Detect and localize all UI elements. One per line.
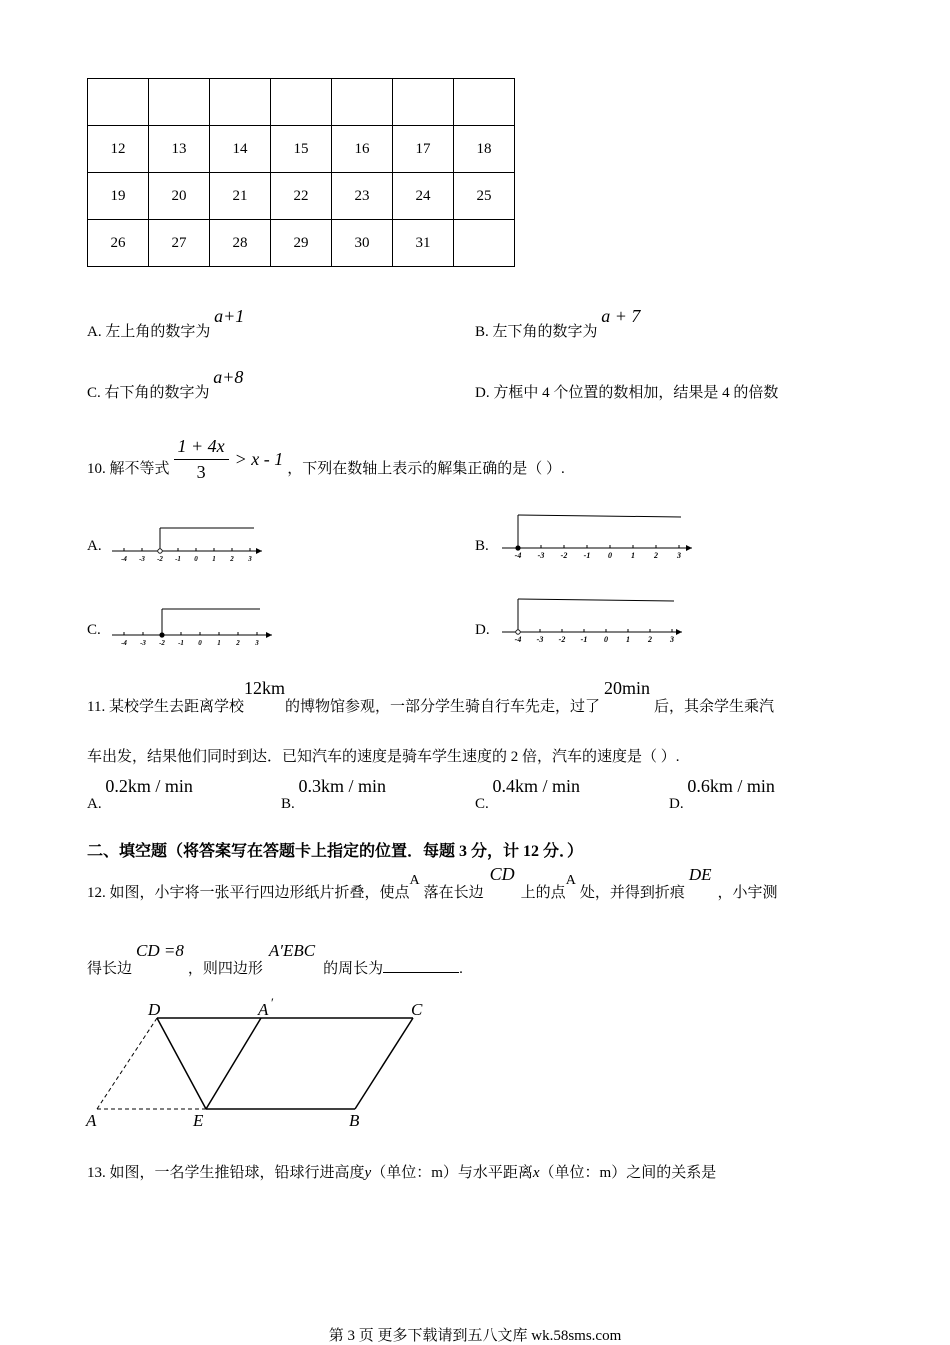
label-b: B [349, 1111, 360, 1130]
q11-option-d [669, 776, 775, 812]
number-line-c [110, 599, 280, 649]
q11-option-a-value: 0.2km / min [105, 776, 193, 796]
parallelogram-figure [80, 995, 440, 1135]
solution-ray [518, 599, 674, 601]
tick-label: 1 [212, 555, 216, 563]
calendar-cell: 20 [149, 173, 210, 220]
tick-label: -2 [558, 635, 566, 644]
tick-label: -1 [580, 635, 588, 644]
calendar-cell [88, 79, 149, 126]
q9-option-c [87, 367, 244, 402]
q11-line2: 车出发，结果他们同时到达．已知汽车的速度是骑车学生速度的 2 倍，汽车的速度是（ ）. [87, 749, 680, 765]
q12-point-a: A [409, 873, 420, 888]
tick-label: -3 [139, 555, 145, 563]
q11-option-d-value: 0.6km / min [687, 776, 775, 796]
q11-distance: 12km [243, 678, 285, 698]
calendar-cell: 26 [88, 220, 149, 267]
calendar-cell [454, 79, 515, 126]
q10-option-d-label: D. [475, 622, 490, 638]
q13-text-b: （单位：m）与水平距离 [371, 1165, 533, 1181]
tick-label: -1 [178, 639, 184, 647]
q10-option-c-label: C. [87, 622, 101, 638]
q9-option-d: D. 方框中 4 个位置的数相加，结果是 4 的倍数 [475, 385, 779, 401]
q12-line1 [87, 864, 778, 904]
tick-label: 0 [194, 555, 198, 563]
boundary-point [160, 633, 164, 637]
tick-label: 2 [236, 639, 240, 647]
q11-option-c-label: C. [475, 796, 489, 812]
tick-label: 3 [670, 635, 674, 644]
q9-option-b-label: B. 左下角的数字为 [475, 324, 598, 340]
q9-option-c-label: C. 右下角的数字为 [87, 385, 210, 401]
edge-de [157, 1018, 206, 1109]
tick-label: -4 [514, 551, 522, 560]
tick-label: 3 [248, 555, 252, 563]
calendar-cell: 27 [149, 220, 210, 267]
label-prime-mark: ′ [271, 995, 274, 1010]
tick-label: -2 [560, 551, 568, 560]
page-footer: 第 3 页 更多下载请到五八文库 wk.58sms.com [328, 1328, 622, 1344]
edge-ea-prime [206, 1018, 261, 1109]
q9-option-b [475, 306, 641, 341]
q11-option-b-value: 0.3km / min [298, 776, 387, 796]
tick-label: 3 [255, 639, 259, 647]
q11-option-d-label: D. [669, 796, 684, 812]
boundary-point [516, 546, 520, 550]
calendar-cell: 19 [88, 173, 149, 220]
solution-ray [518, 515, 681, 517]
number-line-b [500, 505, 700, 565]
tick-label: -4 [121, 555, 127, 563]
q10-stem [87, 424, 565, 494]
q11-text-a: 11. 某校学生去距离学校 [87, 699, 244, 715]
q12-quad: A′EBC [268, 941, 316, 960]
q9-option-a-label: A. 左上角的数字为 [87, 324, 211, 340]
q12-answer-blank [383, 958, 459, 973]
label-e: E [193, 1111, 204, 1130]
calendar-cell: 12 [88, 126, 149, 173]
tick-label: -3 [537, 551, 545, 560]
q12-text-6: 得长边 [87, 961, 133, 977]
q12-text-2: 落在长边 [423, 885, 484, 901]
label-a: A [86, 1111, 97, 1130]
calendar-cell: 21 [210, 173, 271, 220]
calendar-cell: 24 [393, 173, 454, 220]
calendar-row [88, 79, 515, 126]
calendar-cell: 23 [332, 173, 393, 220]
q11-line1 [87, 678, 774, 718]
tick-label: -3 [140, 639, 146, 647]
calendar-cell: 17 [393, 126, 454, 173]
section-2-title: 二、填空题（将答案写在答题卡上指定的位置．每题 3 分，计 12 分．） [87, 843, 584, 860]
calendar-cell: 25 [454, 173, 515, 220]
label-a-prime: A [258, 1000, 269, 1019]
tick-label: 1 [631, 551, 635, 560]
axis-arrow [256, 548, 262, 554]
edge-da-dashed [97, 1018, 157, 1109]
q13-text-a: 13. 如图，一名学生推铅球，铅球行进高度 [87, 1165, 365, 1181]
q10-frac-den: 3 [196, 461, 206, 482]
tick-label: 3 [677, 551, 681, 560]
q10-prefix: 10. 解不等式 [87, 460, 170, 477]
tick-label: 2 [648, 635, 652, 644]
number-line-a [110, 515, 270, 565]
calendar-cell [332, 79, 393, 126]
q13-var-y: y [364, 1165, 372, 1181]
axis-arrow [266, 632, 272, 638]
q10-frac-num: 1 + 4x [174, 436, 229, 460]
calendar-cell [454, 220, 515, 267]
q9-option-a-math: a+1 [214, 306, 245, 326]
q11-time: 20min [603, 678, 650, 698]
calendar-table [87, 78, 515, 267]
tick-label: 1 [217, 639, 221, 647]
calendar-cell: 18 [454, 126, 515, 173]
tick-label: 0 [608, 551, 612, 560]
tick-label: -1 [175, 555, 181, 563]
label-c: C [411, 1000, 423, 1019]
label-d: D [148, 1000, 161, 1019]
q10-suffix: ，下列在数轴上表示的解集正确的是（ ）. [287, 460, 565, 477]
calendar-cell: 14 [210, 126, 271, 173]
number-line-d [500, 589, 690, 649]
calendar-cell: 16 [332, 126, 393, 173]
q11-text-b: 的博物馆参观，一部分学生骑自行车先走，过了 [284, 699, 600, 715]
calendar-cell: 22 [271, 173, 332, 220]
calendar-row [88, 220, 515, 267]
q12-text-8: 的周长为 [323, 961, 384, 977]
calendar-cell: 15 [271, 126, 332, 173]
q12-text-5: ，小宇测 [717, 885, 778, 901]
q9-option-c-math: a+8 [213, 367, 244, 387]
calendar-row [88, 173, 515, 220]
q12-text-4: 处，并得到折痕 [579, 885, 685, 901]
boundary-point [516, 630, 520, 634]
calendar-cell [210, 79, 271, 126]
calendar-cell [393, 79, 454, 126]
q12-point-a2: A [565, 873, 576, 888]
q12-text-7: ，则四边形 [187, 961, 263, 977]
edge-bc [355, 1018, 413, 1109]
q11-option-b-label: B. [281, 796, 295, 812]
tick-label: 2 [654, 551, 658, 560]
calendar-row [88, 126, 515, 173]
tick-label: -1 [583, 551, 591, 560]
q12-text-3: 上的点 [520, 885, 566, 901]
calendar-cell: 28 [210, 220, 271, 267]
q12-text-1: 12. 如图，小宇将一张平行四边形纸片折叠，使点 [87, 885, 410, 901]
q11-option-c [475, 776, 581, 812]
axis-arrow [676, 629, 682, 635]
q9-option-b-math: a + 7 [601, 306, 641, 326]
tick-label: 2 [230, 555, 234, 563]
q9-option-a [87, 306, 245, 341]
calendar-cell [149, 79, 210, 126]
q11-text-c: 后，其余学生乘汽 [654, 699, 775, 715]
tick-label: -2 [157, 555, 163, 563]
q12-text-9: . [459, 961, 463, 977]
q11-option-a-label: A. [87, 796, 102, 812]
q11-option-c-value: 0.4km / min [492, 776, 581, 796]
q12-cd-eq: CD =8 [136, 941, 184, 960]
q12-cd: CD [489, 864, 515, 884]
calendar-cell: 13 [149, 126, 210, 173]
axis-arrow [686, 545, 692, 551]
q13-var-x: x [532, 1165, 540, 1181]
tick-label: 1 [626, 635, 630, 644]
q10-option-b-label: B. [475, 538, 489, 554]
tick-label: -3 [536, 635, 544, 644]
tick-label: -2 [159, 639, 165, 647]
tick-label: 0 [198, 639, 202, 647]
calendar-cell: 29 [271, 220, 332, 267]
q10-option-a-label: A. [87, 538, 102, 554]
boundary-point [158, 549, 162, 553]
q10-fraction [174, 436, 229, 483]
tick-label: -4 [121, 639, 127, 647]
q10-rhs: > x - 1 [234, 448, 284, 469]
q12-line2 [87, 940, 463, 980]
tick-label: -4 [514, 635, 522, 644]
q13-text-c: （单位：m）之间的关系是 [539, 1165, 717, 1181]
tick-label: 0 [604, 635, 608, 644]
q11-option-b [281, 776, 387, 812]
q13-stem [87, 1161, 716, 1182]
calendar-cell: 30 [332, 220, 393, 267]
q11-option-a [87, 776, 193, 812]
calendar-cell [271, 79, 332, 126]
calendar-cell: 31 [393, 220, 454, 267]
q12-de: DE [688, 865, 712, 884]
